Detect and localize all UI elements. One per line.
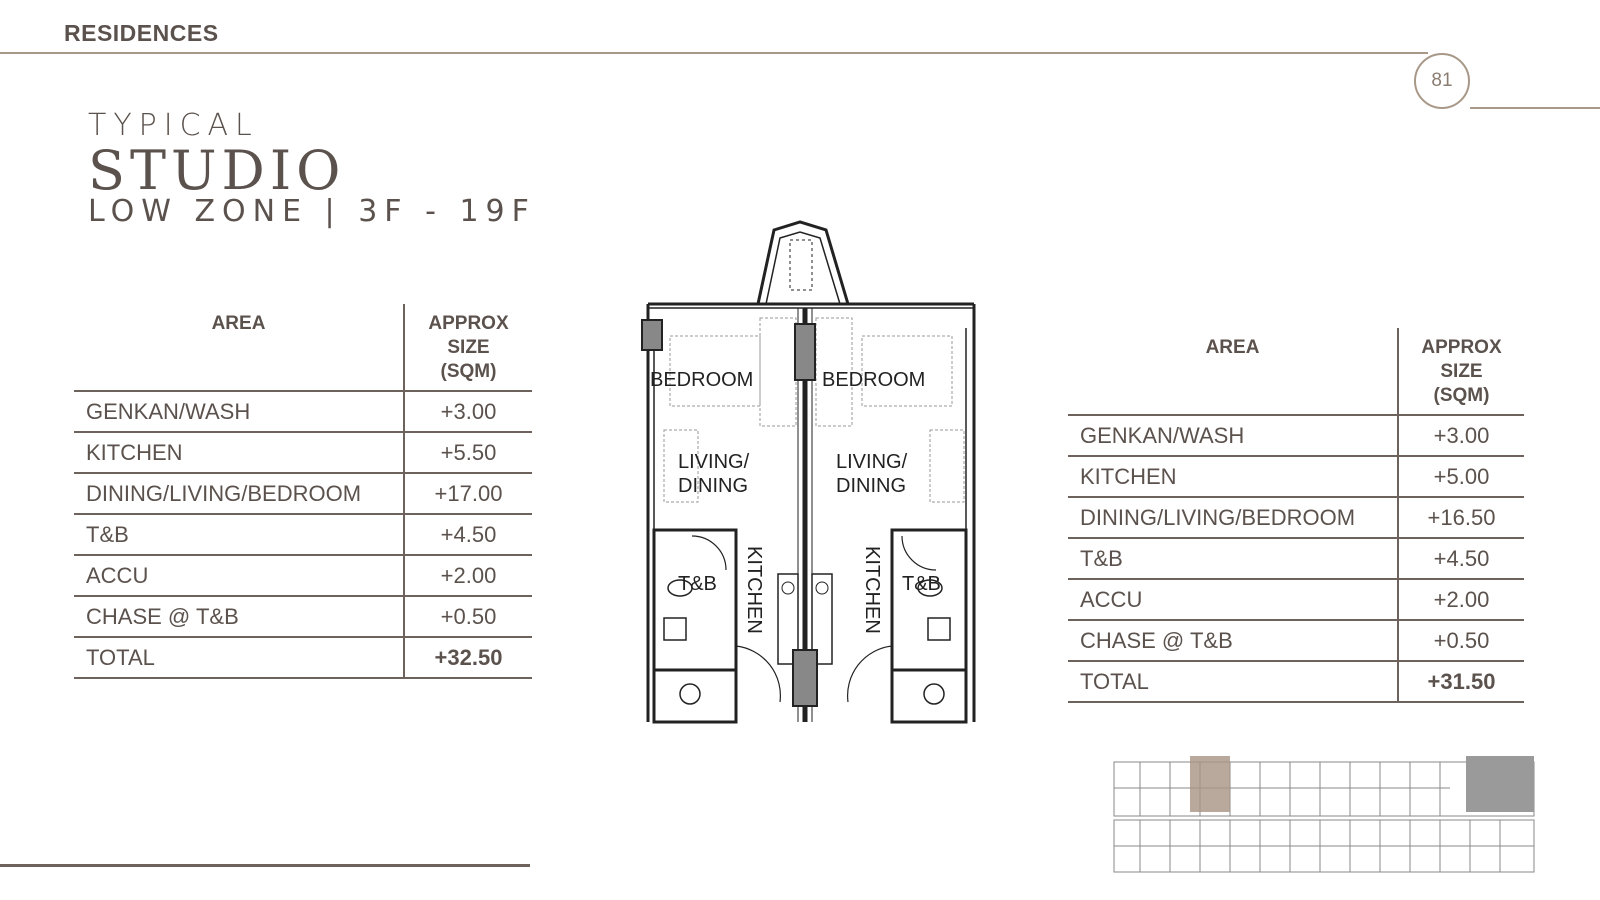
table-row	[1068, 538, 1524, 579]
total-size: +32.50	[404, 637, 532, 678]
page-number: 81	[1431, 70, 1453, 91]
area-size: +16.50	[1398, 497, 1524, 538]
area-size: +17.00	[404, 473, 532, 514]
label-bedroom-left: BEDROOM	[650, 369, 754, 391]
area-name: DINING/LIVING/BEDROOM	[1068, 497, 1398, 538]
table-row	[1068, 620, 1524, 661]
page-number-divider	[1470, 107, 1600, 109]
area-size: +3.00	[1398, 415, 1524, 456]
table-row	[1068, 456, 1524, 497]
total-label: TOTAL	[1068, 661, 1398, 702]
table-row	[74, 514, 532, 555]
floor-plan	[640, 216, 990, 726]
title-typical: TYPICAL	[88, 108, 259, 143]
label-tb-left: T&B	[678, 573, 717, 595]
col-size-header: APPROX SIZE (SQM)	[1398, 328, 1524, 415]
table-row	[74, 473, 532, 514]
col-area-header: AREA	[1205, 337, 1260, 358]
area-name: ACCU	[74, 555, 404, 596]
table-row	[1068, 497, 1524, 538]
label-living-right-1: LIVING/	[836, 451, 908, 473]
area-size: +2.00	[404, 555, 532, 596]
label-bedroom-right: BEDROOM	[822, 369, 926, 391]
label-living-left-2: DINING	[678, 475, 748, 497]
footer-divider	[0, 864, 530, 867]
area-name: ACCU	[1068, 579, 1398, 620]
table-row	[1068, 579, 1524, 620]
area-table-left	[74, 304, 532, 679]
header-divider	[0, 52, 1428, 54]
table-row	[74, 391, 532, 432]
table-row	[1068, 415, 1524, 456]
label-tb-right: T&B	[902, 573, 941, 595]
label-kitchen-left: KITCHEN	[743, 546, 765, 634]
table-row	[74, 555, 532, 596]
area-name: GENKAN/WASH	[1068, 415, 1398, 456]
table-header-row	[1068, 328, 1524, 415]
page-number-badge	[1414, 53, 1470, 109]
table-row	[74, 596, 532, 637]
area-name: DINING/LIVING/BEDROOM	[74, 473, 404, 514]
area-name: GENKAN/WASH	[74, 391, 404, 432]
total-size: +31.50	[1398, 661, 1524, 702]
area-size: +2.00	[1398, 579, 1524, 620]
area-size: +5.50	[404, 432, 532, 473]
area-size: +0.50	[1398, 620, 1524, 661]
area-size: +4.50	[404, 514, 532, 555]
area-size: +0.50	[404, 596, 532, 637]
area-name: KITCHEN	[1068, 456, 1398, 497]
col-area-header: AREA	[211, 313, 266, 334]
area-name: CHASE @ T&B	[1068, 620, 1398, 661]
key-plan	[1110, 754, 1550, 880]
table-total-row	[74, 637, 532, 678]
unit-title	[88, 110, 536, 228]
table-row	[74, 432, 532, 473]
area-name: KITCHEN	[74, 432, 404, 473]
area-name: CHASE @ T&B	[74, 596, 404, 637]
total-label: TOTAL	[74, 637, 404, 678]
col-size-header: APPROX SIZE (SQM)	[404, 304, 532, 391]
area-size: +5.00	[1398, 456, 1524, 497]
title-studio: STUDIO	[88, 139, 346, 202]
label-living-left-1: LIVING/	[678, 451, 750, 473]
table-total-row	[1068, 661, 1524, 702]
area-name: T&B	[1068, 538, 1398, 579]
area-name: T&B	[74, 514, 404, 555]
section-title: RESIDENCES	[64, 20, 219, 46]
table-header-row	[74, 304, 532, 391]
area-size: +4.50	[1398, 538, 1524, 579]
area-size: +3.00	[404, 391, 532, 432]
area-table-right	[1068, 328, 1524, 703]
title-zone: LOW ZONE | 3F - 19F	[88, 194, 536, 229]
label-living-right-2: DINING	[836, 475, 906, 497]
label-kitchen-right: KITCHEN	[861, 546, 883, 634]
